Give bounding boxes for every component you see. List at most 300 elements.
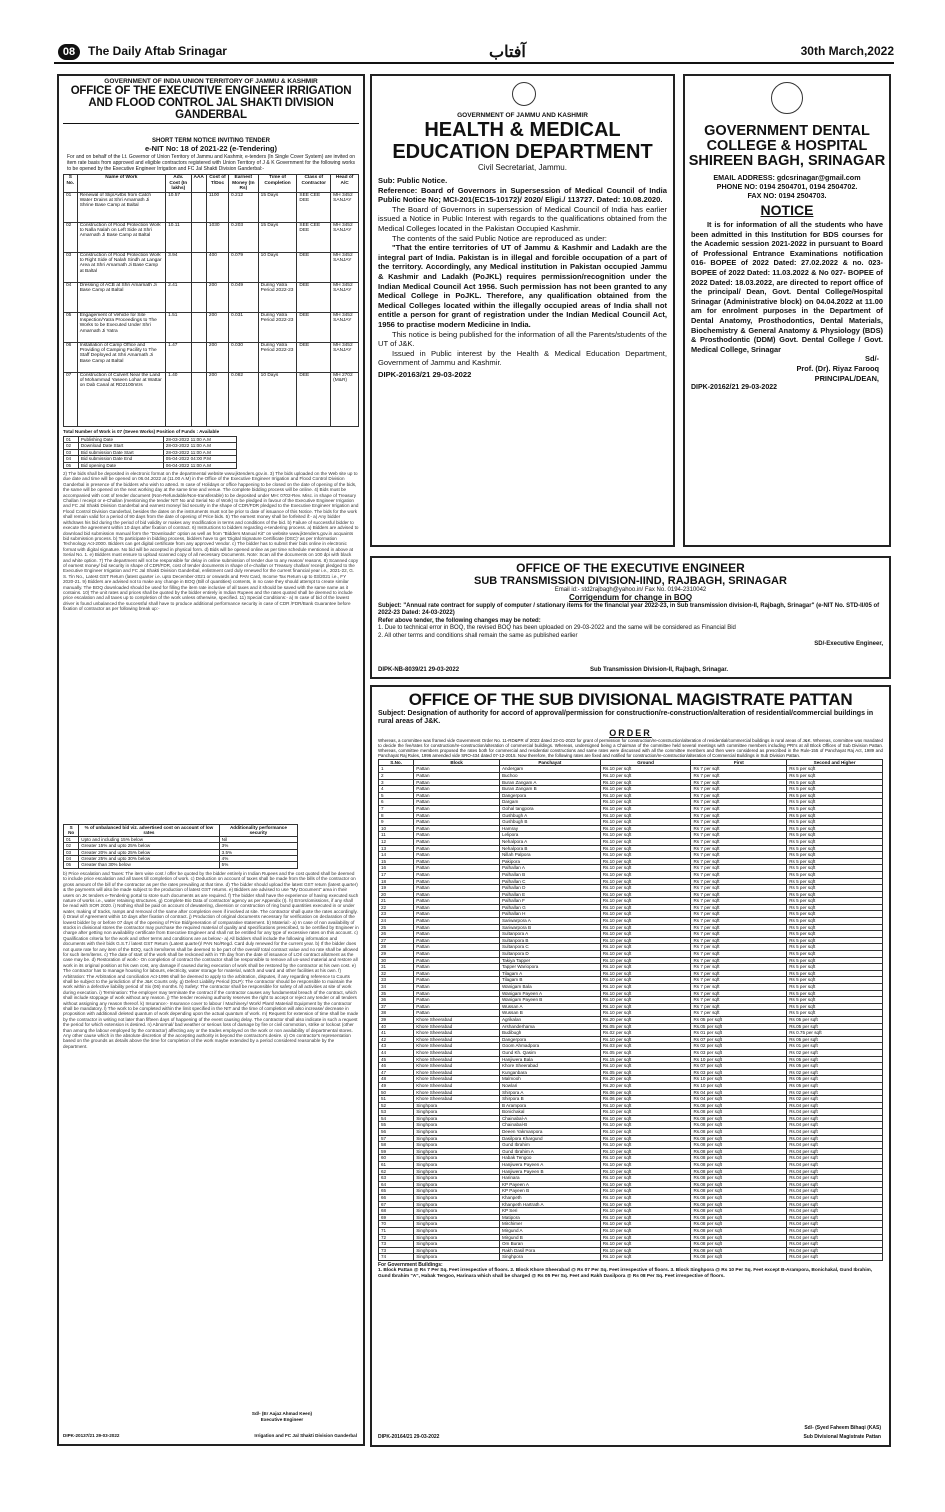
table-cell: Deeen Yakmanpora <box>499 1129 600 1136</box>
table-cell: Rs.04 per sqft <box>787 1142 883 1149</box>
table-cell: Rs.04 per sqft <box>787 1148 883 1155</box>
table-row <box>379 1102 883 1109</box>
table-row <box>379 997 883 1004</box>
table-cell: Rs.10 per sqft <box>600 1036 691 1043</box>
table-cell: Rs 5 per sqft <box>787 838 883 845</box>
table-cell: Rs 7 per sqft <box>691 990 787 997</box>
nit-title: SHORT TERM NOTICE INVITING TENDER <box>151 138 270 144</box>
table-cell: Rs.08 per sqft <box>691 1135 787 1142</box>
table-row <box>379 825 883 832</box>
table-row <box>379 858 883 865</box>
table-cell: Khore Sheerabad <box>414 1030 500 1037</box>
table-cell: Khore Sheerabad <box>414 1056 500 1063</box>
table-row <box>379 878 883 885</box>
table-cell: Rs.03 per sqft <box>600 1043 691 1050</box>
table-cell: Pattan <box>414 838 500 845</box>
table-cell: Takiya Tapper <box>499 957 600 964</box>
table-row <box>379 1030 883 1037</box>
table-cell: Rs.08 per sqft <box>691 1175 787 1182</box>
table-cell: Tilagam B <box>499 977 600 984</box>
table-cell: Rs 7 per sqft <box>691 944 787 951</box>
table-cell: Pattan <box>414 792 500 799</box>
table-cell: Khore Sheerabad <box>414 1043 500 1050</box>
table-cell: Tilagam A <box>499 970 600 977</box>
table-cell: Pattan <box>414 957 500 964</box>
table-cell: Rs 5 per sqft <box>787 964 883 971</box>
table-cell: Rs.04 per sqft <box>787 1135 883 1142</box>
table-cell: Shirpora B <box>499 1096 600 1103</box>
table-cell: Pattan <box>414 871 500 878</box>
table-cell: 05 <box>64 862 79 868</box>
table-cell: Sariwarpora B <box>499 924 600 931</box>
table-cell: Bid submission Date End <box>78 456 163 462</box>
table-cell: Khore Sheerabad <box>414 1016 500 1023</box>
table-cell: Lelipora <box>499 832 600 839</box>
table-cell: Rs.08 per sqft <box>691 1241 787 1248</box>
table-cell: Singhpora <box>414 1162 500 1169</box>
table-cell: 04 <box>64 856 79 862</box>
table-cell: Publishing Date <box>78 437 163 443</box>
table-cell: Dressing of ACB at Shri Amarnath Ji Base Camp at Baltal <box>77 282 165 312</box>
table-row <box>379 1043 883 1050</box>
table-cell: 05 <box>64 462 79 468</box>
health-ref: DIPK-20163/21 29-03-2022 <box>378 369 472 379</box>
table-cell: 0.212 <box>229 192 259 222</box>
table-cell: Rs 02 per sqft <box>787 1096 883 1103</box>
table-row <box>379 1089 883 1096</box>
table-cell: 400 <box>206 252 228 282</box>
table-cell: 06 <box>64 342 78 372</box>
aaa-cell <box>191 192 206 222</box>
table-cell: Rs 01 per sqft <box>691 1030 787 1037</box>
table-cell: Singhpora <box>414 1175 500 1182</box>
table-cell: Singhpora <box>414 1188 500 1195</box>
table-cell: 38 <box>379 1010 414 1017</box>
table-cell: DEE <box>297 342 331 372</box>
table-row <box>379 1003 883 1010</box>
table-cell: Rs.10 per sqft <box>600 970 691 977</box>
table-cell: Pattan <box>414 845 500 852</box>
table-cell: Rs.20 per sqft <box>600 1076 691 1083</box>
aaa-cell <box>191 252 206 282</box>
table-row <box>64 372 359 426</box>
table-cell: Rs 5 per sqft <box>787 779 883 786</box>
sdm-signature: Sd/- (Syed Faheem Bihaqi (KAS) <box>804 1425 881 1431</box>
irrigation-ref: DIPK-20137/21 29-03-2022 <box>63 1432 120 1438</box>
table-cell: 10 <box>379 825 414 832</box>
table-row <box>379 1181 883 1188</box>
sdm-subject: Subject: Designation of authority for accord of approval/permission for construction/re-construction/alteration of residential/commercial buildings in rural areas of J&K. <box>378 710 874 726</box>
table-cell: Rs.10 per sqft <box>600 766 691 773</box>
table-cell: Khanpeth Hartrath A <box>499 1201 600 1208</box>
table-row <box>379 812 883 819</box>
table-cell: Rs.04 per sqft <box>787 1122 883 1129</box>
table-cell: Rs.10 per sqft <box>600 1135 691 1142</box>
table-cell: 14 <box>379 852 414 859</box>
table-cell: Singhpora <box>499 1254 600 1261</box>
aaa-cell <box>191 342 206 372</box>
table-row <box>64 192 359 222</box>
table-header-cell: Earnest Money (In Rs) <box>229 175 259 192</box>
table-row <box>379 1175 883 1182</box>
health-title-2: EDUCATION DEPARTMENT <box>392 141 653 163</box>
table-cell: Rs 5 per sqft <box>787 891 883 898</box>
table-cell: Rs.10 per sqft <box>600 937 691 944</box>
table-cell: Rs.08 per sqft <box>691 1148 787 1155</box>
table-cell: 1.40 <box>166 372 191 426</box>
table-row <box>379 1135 883 1142</box>
table-row <box>379 766 883 773</box>
table-cell: Rs 7 per sqft <box>691 871 787 878</box>
table-row <box>379 1016 883 1023</box>
table-cell: 62 <box>379 1168 414 1175</box>
table-cell: 3.94 <box>166 252 191 282</box>
table-cell: Pattan <box>414 951 500 958</box>
transmission-signature: SD/-Executive Engineer, <box>814 641 883 648</box>
table-cell: Rs.10 per sqft <box>600 825 691 832</box>
table-cell: Khore Sheerabad <box>414 1076 500 1083</box>
sdm-signatory-title: Sub Divisional Magistrate Pattan <box>803 1434 881 1440</box>
table-cell: Nil <box>219 836 298 842</box>
table-cell: 07 <box>64 372 78 426</box>
table-row <box>379 970 883 977</box>
table-cell: Rs.10 per sqft <box>600 1247 691 1254</box>
table-row <box>379 1168 883 1175</box>
table-cell: Rs.15 per sqft <box>600 1056 691 1063</box>
table-cell: Singhpora <box>414 1201 500 1208</box>
table-cell: Greater 15% and upto 25% below <box>79 843 219 849</box>
table-cell: Rs.04 per sqft <box>787 1188 883 1195</box>
corrigendum-heading: Corrigendum for change in BOQ <box>568 593 693 602</box>
health-notice-ad <box>370 74 675 547</box>
health-para-2: The contents of the said Public Notice are reproduced as under: <box>392 233 607 243</box>
table-cell: 73 <box>379 1247 414 1254</box>
table-cell: 53 <box>379 1109 414 1116</box>
table-cell: Khore Sheerabad <box>414 1049 500 1056</box>
table-cell: Rs 7 per sqft <box>691 819 787 826</box>
table-row <box>379 1010 883 1017</box>
table-cell: Rs 7 per sqft <box>691 812 787 819</box>
table-header-cell: Name of Work <box>77 175 165 192</box>
table-cell: Rs.10 per sqft <box>600 1221 691 1228</box>
table-cell: 8 <box>379 812 414 819</box>
irrigation-signatory-office: Irrigation and FC Jal Shakti Division Ganderbal <box>254 1432 357 1438</box>
table-cell: Rs.10 per sqft <box>600 1195 691 1202</box>
table-cell: Rs 05 per sqft <box>787 1082 883 1089</box>
table-cell: Rs 7 per sqft <box>691 838 787 845</box>
table-cell: Rs 05 per sqft <box>787 1076 883 1083</box>
table-cell: 37 <box>379 1003 414 1010</box>
table-cell: Rs.10 per sqft <box>600 1201 691 1208</box>
table-cell: Rs.10 per sqft <box>600 805 691 812</box>
table-row <box>379 1155 883 1162</box>
transmission-ref: DIPK-NB-8039/21 29-03-2022 <box>378 667 460 673</box>
table-cell: 28 <box>379 944 414 951</box>
table-cell: Rs 7 per sqft <box>691 832 787 839</box>
table-cell: 05-04-2022 04:00 P.M <box>163 456 237 462</box>
table-cell: Rs.08 per sqft <box>691 1109 787 1116</box>
table-cell: Upto and including 15% below <box>79 836 219 842</box>
table-row <box>379 1069 883 1076</box>
table-cell: Rs.08 per sqft <box>691 1122 787 1129</box>
table-cell: During Yatra Period 2022-23 <box>258 312 297 342</box>
table-cell: Rs 7 per sqft <box>691 898 787 905</box>
table-cell: 74 <box>379 1254 414 1261</box>
table-cell: Palhallan B <box>499 871 600 878</box>
table-cell: Rs 05 per sqft <box>787 1056 883 1063</box>
table-cell: Rs.10 per sqft <box>600 1188 691 1195</box>
table-cell: Rs.10 per sqft <box>600 1142 691 1149</box>
table-row <box>379 799 883 806</box>
table-cell: 55 <box>379 1122 414 1129</box>
table-cell: Rs 03 per sqft <box>691 1049 787 1056</box>
table-cell: Rakh Dasil Pora <box>499 1247 600 1254</box>
table-cell: Rs 7 per sqft <box>691 805 787 812</box>
table-cell: 32 <box>379 970 414 977</box>
table-header-cell: Time of Completion <box>258 175 297 192</box>
table-cell: 28-03-2022 11:00 A.M <box>163 449 237 455</box>
sdm-order-ad <box>370 685 891 1447</box>
table-cell: 18 <box>379 878 414 885</box>
table-cell: MH 3452 SANJAY <box>331 252 359 282</box>
table-cell: Rs 5 per sqft <box>787 918 883 925</box>
table-row <box>379 1115 883 1122</box>
table-cell: MH 2702 (M&R) <box>331 372 359 426</box>
table-cell: 9 <box>379 819 414 826</box>
table-cell: Singhpora <box>414 1122 500 1129</box>
table-cell: Rs 7 per sqft <box>691 792 787 799</box>
table-cell: Rs.10 per sqft <box>600 885 691 892</box>
table-cell: Wanigam Payeen A <box>499 990 600 997</box>
table-cell: 48 <box>379 1076 414 1083</box>
table-row <box>379 1214 883 1221</box>
table-cell: Gund Kh. Qasim <box>499 1049 600 1056</box>
table-cell: 0.079 <box>229 252 259 282</box>
table-cell: Rs.10 per sqft <box>600 964 691 971</box>
table-cell: Pattan <box>414 937 500 944</box>
table-cell: Rs 10 per sqft <box>691 1076 787 1083</box>
table-cell: Khore Sheerabad <box>414 1063 500 1070</box>
table-cell: Pattan <box>414 997 500 1004</box>
table-cell: Rs.10 per sqft <box>600 1122 691 1129</box>
table-cell: 0.082 <box>229 372 259 426</box>
table-cell: 200 <box>206 282 228 312</box>
table-cell: Rs.04 per sqft <box>787 1195 883 1202</box>
table-row <box>379 845 883 852</box>
table-cell: Dargam <box>499 799 600 806</box>
table-row <box>379 1201 883 1208</box>
table-cell: Rs 02 per sqft <box>787 1069 883 1076</box>
table-cell: Malmooh <box>499 1076 600 1083</box>
table-cell: 59 <box>379 1148 414 1155</box>
table-cell: Pattan <box>414 984 500 991</box>
table-cell: 51 <box>379 1096 414 1103</box>
table-cell: Rs.10 per sqft <box>600 1175 691 1182</box>
table-cell: Rs.04 per sqft <box>787 1208 883 1215</box>
table-cell: Rs 5 per sqft <box>787 832 883 839</box>
table-cell: Palhallan H <box>499 911 600 918</box>
table-cell: Rs.02 per sqft <box>600 1030 691 1037</box>
table-row <box>379 1227 883 1234</box>
table-cell: Rs 5 per sqft <box>787 911 883 918</box>
table-cell: Pattan <box>414 786 500 793</box>
table-cell: Harinara <box>499 1175 600 1182</box>
table-cell: 21 <box>379 898 414 905</box>
gov-buildings-heading: For Government Buildings: <box>378 1261 443 1268</box>
table-cell: Rs 7 per sqft <box>691 931 787 938</box>
table-cell: 36 <box>379 997 414 1004</box>
table-cell: MH 3452 SANJAY <box>331 192 359 222</box>
table-cell: Khore Sheerabad <box>414 1082 500 1089</box>
table-cell: Rs.08 per sqft <box>691 1234 787 1241</box>
table-header-cell: Ground <box>600 759 691 766</box>
table-cell: Rs.04 per sqft <box>787 1162 883 1169</box>
irrigation-gov-line: GOVERNMENT OF INDIA UNION TERRITORY OF JAMMU & KASHMIR <box>104 78 318 85</box>
table-cell: Rs.10 per sqft <box>600 838 691 845</box>
table-cell: 02 <box>64 222 78 252</box>
table-cell: Palhallan G <box>499 904 600 911</box>
table-cell: Palhallan C <box>499 878 600 885</box>
table-cell: 67 <box>379 1201 414 1208</box>
table-cell: Hanjiwera Payeen A <box>499 1162 600 1169</box>
table-cell: 6 <box>379 799 414 806</box>
table-cell: 7 <box>379 805 414 812</box>
table-cell: Rs 7 per sqft <box>691 779 787 786</box>
table-cell: Rs.08 per sqft <box>691 1201 787 1208</box>
table-cell: 63 <box>379 1175 414 1182</box>
table-cell: Pattan <box>414 885 500 892</box>
table-cell: Dasilpora Khargund <box>499 1135 600 1142</box>
table-cell: Rs 7 per sqft <box>691 786 787 793</box>
table-cell: Rs.04 per sqft <box>787 1181 883 1188</box>
table-cell: 54 <box>379 1115 414 1122</box>
table-cell: Khore Sheerabad <box>414 1096 500 1103</box>
table-cell: Rs 07 per sqft <box>691 1063 787 1070</box>
table-cell: Palhallan D <box>499 885 600 892</box>
table-cell: Rs.10 per sqft <box>600 977 691 984</box>
table-cell: 35 <box>379 990 414 997</box>
performance-security-table <box>63 824 298 869</box>
table-cell: Rs 0.75 per sqft <box>787 1030 883 1037</box>
table-cell: Nehalpora B <box>499 845 600 852</box>
table-cell: Rs 5 per sqft <box>787 984 883 991</box>
table-cell: 71 <box>379 1227 414 1234</box>
table-cell: Rs 5 per sqft <box>787 944 883 951</box>
table-cell: Sultanpora C <box>499 944 600 951</box>
table-cell: 58 <box>379 1142 414 1149</box>
transmission-office: Sub Transmission Division-II, Rajbagh, Srinagar. <box>590 667 729 673</box>
table-cell: Khanpeth <box>499 1195 600 1202</box>
table-cell: 0.049 <box>229 282 259 312</box>
table-cell: Rs 7 per sqft <box>691 1003 787 1010</box>
table-cell: Rs 5 per sqft <box>787 871 883 878</box>
table-cell: Rs 5 per sqft <box>787 1003 883 1010</box>
table-cell: 57 <box>379 1135 414 1142</box>
table-cell: 5 <box>379 792 414 799</box>
table-cell: Rs.10 per sqft <box>600 997 691 1004</box>
table-cell: 42 <box>379 1036 414 1043</box>
table-cell: Rs 7 per sqft <box>691 852 787 859</box>
table-cell: 2 <box>379 773 414 780</box>
table-row <box>379 1195 883 1202</box>
table-row <box>379 773 883 780</box>
table-cell: Wanigam Payeen B <box>499 997 600 1004</box>
table-cell: Rs.10 per sqft <box>600 990 691 997</box>
irrigation-signature: Sd/- (Er Aajaz Ahmad Keen) <box>251 1411 313 1417</box>
table-cell: Gushbugh A <box>499 812 600 819</box>
table-cell: Mirgund A <box>499 1227 600 1234</box>
table-cell: 200 <box>206 342 228 372</box>
health-sub: Sub: Public Notice. <box>378 176 448 185</box>
table-cell: Singhpora <box>414 1135 500 1142</box>
table-row <box>379 957 883 964</box>
table-cell: Rs 7 per sqft <box>691 891 787 898</box>
table-cell: Rs.05 per sqft <box>600 1069 691 1076</box>
table-cell: Rs 5 per sqft <box>787 858 883 865</box>
table-cell: Rs 5 per sqft <box>787 937 883 944</box>
table-cell: Wanigam Bala <box>499 984 600 991</box>
table-cell: Rs.08 per sqft <box>691 1142 787 1149</box>
table-cell: Rs 5 per sqft <box>787 1010 883 1017</box>
newspaper-name: The Daily Aftab Srinagar <box>88 44 227 58</box>
table-cell: Pattan <box>414 924 500 931</box>
table-row <box>64 282 359 312</box>
table-cell: Singhpora <box>414 1115 500 1122</box>
table-cell: Bid opening Date <box>78 462 163 468</box>
table-cell: Rs 5 per sqft <box>787 812 883 819</box>
table-row <box>64 462 237 468</box>
table-cell: 64 <box>379 1181 414 1188</box>
table-cell: Rs 04 per sqft <box>691 1096 787 1103</box>
table-header-cell: S.No. <box>379 759 414 766</box>
table-cell: 23 <box>379 911 414 918</box>
table-cell: Rs.10 per sqft <box>600 1162 691 1169</box>
table-cell: 12 <box>379 838 414 845</box>
table-cell: Rs 5 per sqft <box>787 845 883 852</box>
table-cell: Rs.08 per sqft <box>691 1115 787 1122</box>
table-cell: Budibugh <box>499 1030 600 1037</box>
table-cell: Singhpora <box>414 1155 500 1162</box>
table-cell: Rs.10 per sqft <box>600 924 691 931</box>
table-cell: Om Buran <box>499 1241 600 1248</box>
table-cell: Rs.10 per sqft <box>600 1254 691 1261</box>
table-row <box>379 1129 883 1136</box>
table-row <box>64 222 359 252</box>
table-cell: Rs.20 per sqft <box>600 1082 691 1089</box>
table-cell: Rs 7 per sqft <box>691 865 787 872</box>
table-cell: Rs 7 per sqft <box>691 1010 787 1017</box>
table-row <box>379 1109 883 1116</box>
table-cell: Rs.08 per sqft <box>691 1162 787 1169</box>
table-cell: Rs 02 per sqft <box>787 1049 883 1056</box>
table-cell: Rs 5 per sqft <box>787 904 883 911</box>
table-cell: 44 <box>379 1049 414 1056</box>
sdm-order-heading: ORDER <box>609 727 652 738</box>
issue-date: 30th March,2022 <box>800 44 894 58</box>
table-header-cell: Cost of T/Doc <box>206 175 228 192</box>
table-cell: Rs 7 per sqft <box>691 997 787 1004</box>
table-cell: Rs.10 per sqft <box>600 1234 691 1241</box>
table-cell: 3.5% <box>219 849 298 855</box>
table-cell: Rs.10 per sqft <box>600 1063 691 1070</box>
table-cell: 1.51 <box>166 312 191 342</box>
table-row <box>379 832 883 839</box>
table-cell: Rs.10 per sqft <box>600 1155 691 1162</box>
table-row <box>379 865 883 872</box>
table-cell: Pattan <box>414 812 500 819</box>
table-cell: Rs 02 per sqft <box>691 1043 787 1050</box>
table-cell: Rs 5 per sqft <box>787 825 883 832</box>
